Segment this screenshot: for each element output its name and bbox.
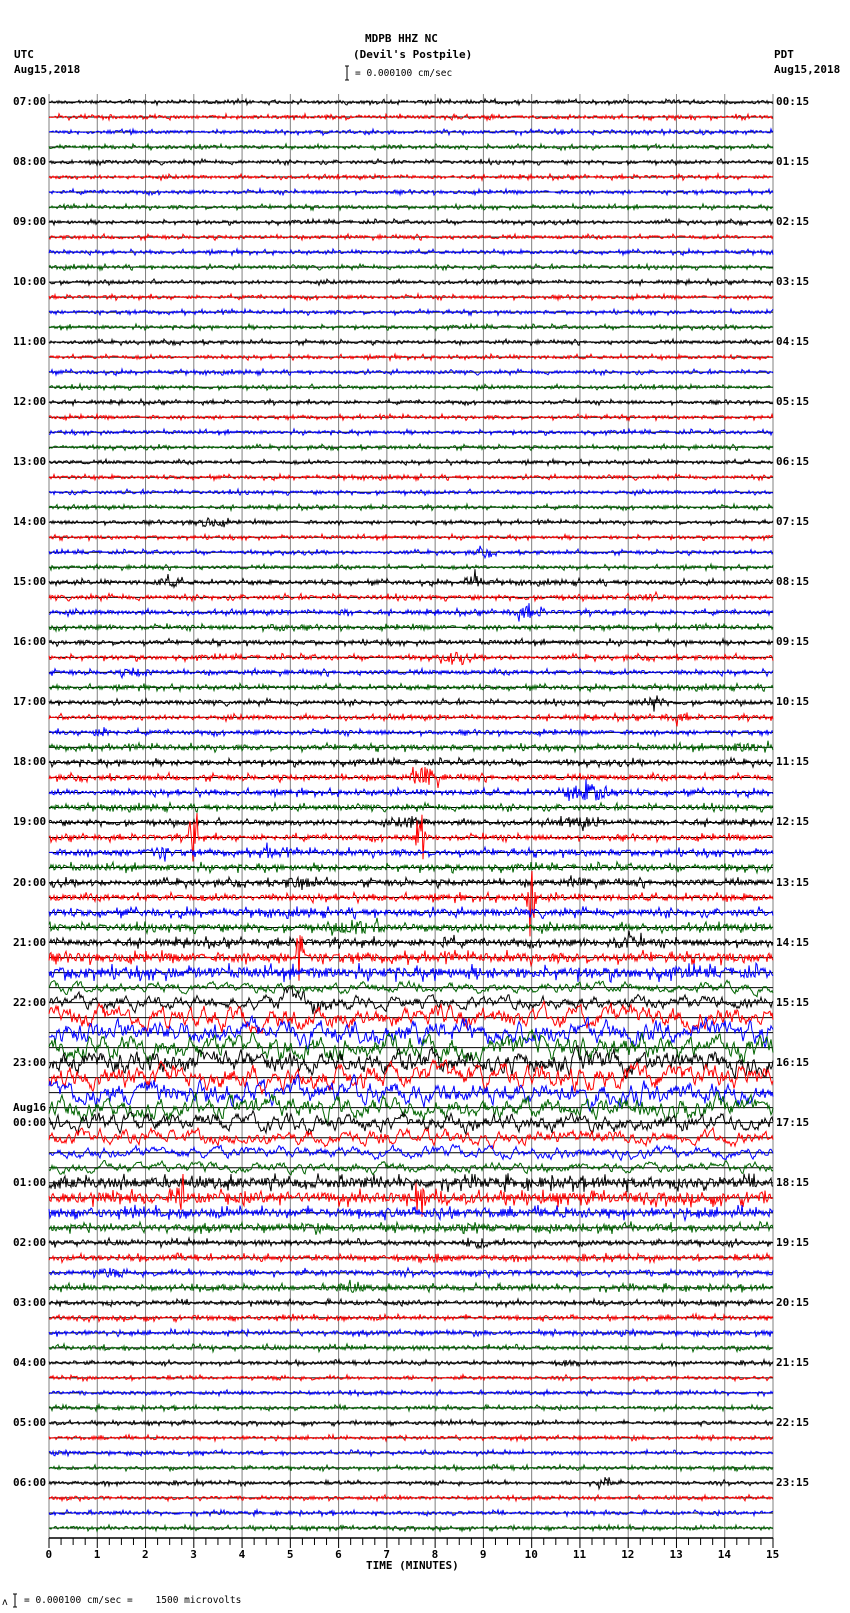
utc-hour-label: 17:00 bbox=[13, 695, 47, 709]
left-timezone: UTC bbox=[14, 48, 34, 61]
utc-hour-label: 22:00 bbox=[13, 995, 47, 1009]
pdt-hour-label: 08:15 bbox=[776, 575, 810, 589]
date-change-label: Aug16 bbox=[13, 1100, 47, 1114]
pdt-hour-label: 04:15 bbox=[776, 335, 810, 349]
time-axis bbox=[49, 1538, 773, 1548]
pdt-hour-label: 19:15 bbox=[776, 1235, 810, 1249]
pdt-hour-label: 18:15 bbox=[776, 1175, 810, 1189]
trace-row bbox=[49, 569, 773, 587]
station-title: MDPB HHZ NC bbox=[365, 32, 438, 45]
time-tick-label: 14 bbox=[717, 1548, 731, 1561]
pdt-hour-label: 01:15 bbox=[776, 155, 810, 169]
trace-row bbox=[49, 444, 773, 450]
trace-row bbox=[49, 1435, 773, 1441]
time-tick-label: 12 bbox=[621, 1548, 635, 1561]
time-tick-label: 8 bbox=[431, 1548, 439, 1561]
station-location: (Devil's Postpile) bbox=[353, 48, 473, 61]
time-tick-label: 10 bbox=[524, 1548, 538, 1561]
trace-row bbox=[49, 816, 773, 831]
trace-row bbox=[49, 1420, 773, 1426]
footer-scale-bar-icon bbox=[13, 1594, 17, 1607]
utc-hour-label: 21:00 bbox=[13, 935, 47, 949]
time-tick-label: 15 bbox=[766, 1548, 780, 1561]
utc-hour-label: 02:00 bbox=[13, 1235, 47, 1249]
trace-row bbox=[49, 727, 773, 736]
pdt-hour-label: 14:15 bbox=[776, 935, 810, 949]
seismic-traces bbox=[49, 99, 773, 1531]
footer-scale-text: = 0.000100 cm/sec = 1500 microvolts bbox=[24, 1595, 242, 1606]
time-tick-label: 9 bbox=[479, 1548, 487, 1561]
trace-row bbox=[49, 1128, 773, 1149]
pdt-hour-label: 09:15 bbox=[776, 635, 810, 649]
pdt-hour-label: 06:15 bbox=[776, 455, 810, 469]
utc-hour-label: 18:00 bbox=[13, 755, 47, 769]
pdt-hour-label: 15:15 bbox=[776, 995, 810, 1009]
pdt-hour-label: 10:15 bbox=[776, 695, 810, 709]
pdt-hour-label: 12:15 bbox=[776, 815, 810, 829]
right-timezone: PDT bbox=[774, 48, 794, 61]
utc-hour-label: 04:00 bbox=[13, 1355, 47, 1369]
trace-row bbox=[49, 696, 773, 712]
trace-row bbox=[49, 1465, 773, 1471]
utc-hour-label: 19:00 bbox=[13, 815, 47, 829]
utc-hour-label: 16:00 bbox=[13, 635, 47, 649]
pdt-hour-label: 13:15 bbox=[776, 875, 810, 889]
trace-row bbox=[49, 369, 773, 375]
utc-hour-label: 07:00 bbox=[13, 95, 47, 108]
trace-row bbox=[49, 741, 773, 753]
trace-row bbox=[49, 534, 773, 540]
trace-row bbox=[49, 354, 773, 360]
trace-row bbox=[49, 980, 773, 996]
pdt-hour-label: 23:15 bbox=[776, 1475, 810, 1489]
utc-hour-label: 05:00 bbox=[13, 1415, 47, 1429]
utc-hour-label: 13:00 bbox=[13, 455, 47, 469]
right-date: Aug15,2018 bbox=[774, 63, 841, 76]
utc-hour-label: 12:00 bbox=[13, 395, 47, 409]
trace-row bbox=[49, 931, 773, 949]
time-tick-label: 4 bbox=[238, 1548, 246, 1561]
time-tick-label: 6 bbox=[335, 1548, 342, 1561]
trace-row bbox=[49, 1238, 773, 1248]
time-tick-label: 2 bbox=[142, 1548, 149, 1561]
trace-row bbox=[49, 779, 773, 801]
pdt-hour-label: 20:15 bbox=[776, 1295, 810, 1309]
utc-hour-label: 03:00 bbox=[13, 1295, 47, 1309]
time-tick-label: 7 bbox=[383, 1548, 390, 1561]
time-tick-label: 13 bbox=[669, 1548, 683, 1561]
trace-row bbox=[49, 652, 773, 664]
utc-hour-label: 00:00 bbox=[13, 1115, 47, 1129]
pdt-hour-label: 17:15 bbox=[776, 1115, 810, 1129]
trace-row bbox=[49, 862, 773, 873]
pdt-hour-label: 05:15 bbox=[776, 395, 810, 409]
time-tick-label: 1 bbox=[93, 1548, 101, 1561]
utc-hour-label: 15:00 bbox=[13, 575, 47, 589]
pdt-hour-label: 07:15 bbox=[776, 515, 810, 529]
trace-row bbox=[49, 384, 773, 390]
trace-row bbox=[49, 918, 773, 936]
pdt-hour-label: 00:15 bbox=[776, 95, 810, 108]
utc-hour-label: 10:00 bbox=[13, 275, 47, 289]
utc-hour-label: 08:00 bbox=[13, 155, 47, 169]
utc-hour-label: 14:00 bbox=[13, 515, 47, 529]
scale-bar-icon bbox=[345, 66, 349, 80]
trace-row bbox=[49, 1268, 773, 1278]
utc-hour-label: 20:00 bbox=[13, 875, 47, 889]
trace-row bbox=[49, 1329, 773, 1337]
pdt-hour-label: 21:15 bbox=[776, 1355, 810, 1369]
trace-row bbox=[49, 1280, 773, 1293]
trace-row bbox=[49, 592, 773, 601]
left-date: Aug15,2018 bbox=[14, 63, 81, 76]
time-tick-label: 5 bbox=[286, 1548, 294, 1561]
time-tick-label: 3 bbox=[190, 1548, 197, 1561]
utc-hour-label: 09:00 bbox=[13, 215, 47, 229]
trace-row bbox=[49, 459, 773, 465]
minute-gridlines bbox=[49, 94, 773, 1538]
utc-hour-label: 23:00 bbox=[13, 1055, 47, 1069]
time-tick-label: 0 bbox=[45, 1548, 53, 1561]
trace-row bbox=[49, 1495, 773, 1501]
utc-hour-label: 11:00 bbox=[13, 335, 47, 349]
pdt-hour-label: 16:15 bbox=[776, 1055, 810, 1069]
footer-marker: ʌ bbox=[2, 1597, 8, 1608]
utc-hour-label: 01:00 bbox=[13, 1175, 47, 1189]
scale-label: = 0.000100 cm/sec bbox=[355, 68, 453, 79]
pdt-hour-label: 03:15 bbox=[776, 275, 810, 289]
time-tick-label: 11 bbox=[572, 1548, 587, 1561]
trace-row bbox=[49, 712, 773, 726]
pdt-hour-label: 02:15 bbox=[776, 215, 810, 229]
trace-row bbox=[49, 339, 773, 345]
pdt-hour-label: 22:15 bbox=[776, 1415, 810, 1429]
utc-hour-label: 06:00 bbox=[13, 1475, 47, 1489]
trace-baselines bbox=[49, 102, 773, 1528]
x-axis-title: TIME (MINUTES) bbox=[366, 1559, 459, 1572]
pdt-hour-label: 11:15 bbox=[776, 755, 810, 769]
